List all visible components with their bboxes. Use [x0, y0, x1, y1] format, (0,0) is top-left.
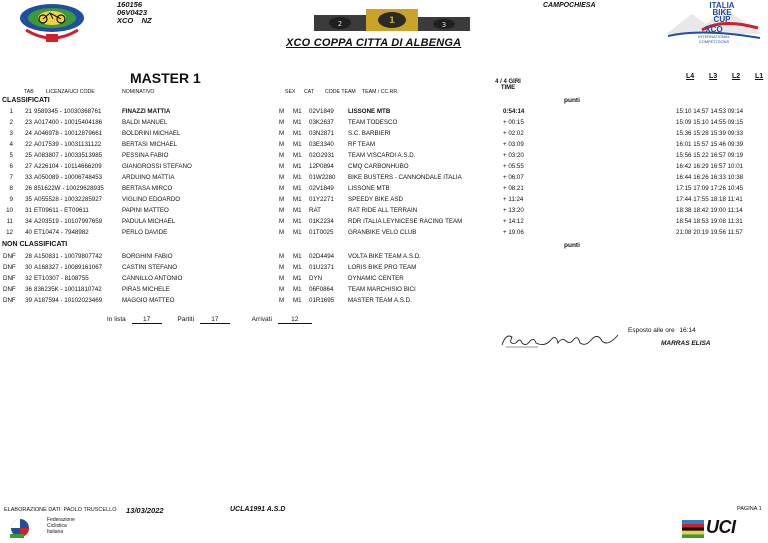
licence: A017539 - 10031131122 [34, 141, 102, 148]
sex: M [279, 152, 285, 159]
table-row [0, 151, 768, 161]
race-code-2: 06V0423 [117, 8, 148, 17]
sex: M [279, 174, 285, 181]
punti-label: punti [564, 97, 580, 104]
col-header-sex: SEX [285, 89, 296, 95]
bib-number: 40 [25, 229, 32, 236]
team-code: 01K2234 [309, 218, 334, 225]
team-name: RF TEAM [348, 141, 376, 148]
table-row [0, 140, 768, 150]
licence: A150831 - 10079807742 [34, 253, 103, 260]
sex: M [279, 275, 285, 282]
lap-times: 18:38 18:42 19:00 11:14 [676, 207, 743, 214]
position: DNF [3, 297, 16, 304]
logo-text-xco: XCO [705, 25, 723, 34]
laps-count: 4 / 4 GIRI [495, 79, 521, 85]
rider-name: BOLDRINI MICHAEL [122, 130, 181, 137]
rider-name: CASTINI STEFANO [122, 264, 178, 271]
category: M1 [293, 174, 302, 181]
bib-number: 31 [25, 207, 32, 214]
time: + 06:07 [503, 174, 524, 181]
team-name: RDR ITALIA LEYNICESE RACING TEAM [348, 218, 463, 225]
team-code: 06F0864 [309, 286, 334, 293]
fci-text [47, 517, 75, 535]
category: M1 [293, 152, 302, 159]
elaborazione-dati: ELABORAZIONE DATI: PAOLO TRUSCELLO [4, 507, 117, 513]
position: 1 [9, 108, 13, 115]
in-lista-label: In lista [107, 316, 126, 323]
category: M1 [293, 218, 302, 225]
podium-image [312, 7, 472, 33]
position: DNF [3, 286, 16, 293]
lap-times: 16:42 16:29 16:57 10:01 [676, 163, 744, 170]
fci-logo [6, 516, 46, 540]
lap-times: 15:36 15:28 15:39 09:33 [676, 130, 744, 137]
licence: 851622W - 10029628935 [34, 185, 104, 192]
time: + 14:12 [503, 218, 524, 225]
table-row [0, 206, 768, 216]
col-header-cat: CAT [304, 89, 314, 95]
logo-text-international: INTERNATIONAL [698, 34, 730, 39]
position: 6 [9, 163, 13, 170]
rider-name: PIRAS MICHELE [122, 286, 170, 293]
fci-text-3: Italiana [47, 529, 64, 535]
category-title: MASTER 1 [130, 70, 201, 86]
col-header-tab: TAB [24, 89, 34, 95]
bib-number: 28 [25, 253, 32, 260]
position: 10 [6, 207, 13, 214]
lap-header-l3: L3 [709, 73, 718, 80]
position: 12 [6, 229, 13, 236]
rider-name: ARDUINO MATTIA [122, 174, 175, 181]
position: DNF [3, 253, 16, 260]
svg-text:3: 3 [441, 21, 447, 29]
esposto-time: 16:14 [679, 327, 696, 334]
sex: M [279, 264, 285, 271]
event-title: XCO COPPA CITTA DI ALBENGA [286, 37, 462, 49]
fci-text-1: Federazione [47, 517, 75, 523]
team-code: 02V1849 [309, 185, 334, 192]
uci-text: UCI [706, 517, 736, 537]
table-row [0, 129, 768, 139]
category: M1 [293, 185, 302, 192]
team-code: 02G2931 [309, 152, 335, 159]
bib-number: 27 [25, 163, 32, 170]
arrivati-value: 12 [278, 316, 312, 324]
team-name: LISSONE MTB [348, 185, 390, 192]
section-classified: CLASSIFICATI [2, 97, 50, 104]
category: M1 [293, 163, 302, 170]
rider-name: BALDI MANUEL [122, 119, 168, 126]
partiti-value: 17 [200, 316, 230, 324]
logo-text-competitions: COMPETITIONS [698, 39, 730, 44]
team-name: LISSONE MTB [348, 108, 391, 115]
lap-times: 15:09 15:10 14:55 09:15 [676, 119, 744, 126]
time-label: TIME [500, 85, 516, 91]
in-lista-value: 17 [132, 316, 162, 324]
licence: A168327 - 10089161067 [34, 264, 103, 271]
table-row [0, 195, 768, 205]
time: + 08:21 [503, 185, 524, 192]
organizer-name: UCLA1991 A.S.D [230, 506, 286, 513]
team-name: TEAM VISCARDI A.S.D. [348, 152, 416, 159]
bib-number: 35 [25, 196, 32, 203]
rider-name: FINAZZI MATTIA [122, 108, 171, 115]
logo-text-bike: BIKE [712, 8, 732, 17]
lap-times: 21:08 20:19 19:56 11:57 [676, 229, 743, 236]
time: + 03:20 [503, 152, 524, 159]
race-codes [117, 1, 152, 25]
bib-number: 32 [25, 275, 32, 282]
punti-label-nc: punti [564, 242, 580, 249]
rider-name: PAPINI MATTEO [122, 207, 169, 214]
lap-header-l1: L1 [755, 73, 764, 80]
bib-number: 30 [25, 264, 32, 271]
table-row [0, 263, 768, 273]
table-row [0, 217, 768, 227]
team-code: DYN [309, 275, 323, 282]
position: DNF [3, 264, 16, 271]
lap-times: 15:10 14:57 14:53 09:14 [676, 108, 744, 115]
team-code: 01R1695 [309, 297, 335, 304]
licence: ET09611 - ET09611 [34, 207, 89, 214]
lap-times: 17:44 17:55 18:18 11:41 [676, 196, 743, 203]
team-name: SPEEDY BIKE ASD [348, 196, 403, 203]
table-row [0, 184, 768, 194]
sex: M [279, 108, 285, 115]
licence: ET10307 - 8108755 [34, 275, 89, 282]
team-name: DYNAMIC CENTER [348, 275, 404, 282]
licence: A187594 - 10102023469 [34, 297, 103, 304]
licence: A055528 - 10032285927 [34, 196, 103, 203]
location: CAMPOCHIESA [543, 2, 596, 9]
sex: M [279, 163, 285, 170]
category: M1 [293, 196, 302, 203]
race-code-3: XCO NZ [117, 16, 152, 25]
report-date: 13/03/2022 [126, 506, 164, 515]
sex: M [279, 141, 285, 148]
lap-times: 15:56 15:22 16:57 09:19 [676, 152, 744, 159]
team-name: TEAM TODESCO [348, 119, 398, 126]
svg-text:1: 1 [388, 16, 396, 26]
team-code: 03N2871 [309, 130, 335, 137]
col-header-code-team: CODE TEAM [325, 89, 356, 95]
sex: M [279, 207, 285, 214]
position: 9 [9, 196, 13, 203]
category: M1 [293, 286, 302, 293]
licence: A017400 - 10015404186 [34, 119, 103, 126]
licence: A046978 - 10012879661 [34, 130, 103, 137]
rider-name: GIANGROSSI STEFANO [122, 163, 192, 170]
team-code: RAT [309, 207, 321, 214]
position: DNF [3, 275, 16, 282]
bib-number: 39 [25, 297, 32, 304]
team-name: VOLTA BIKE TEAM A.S.D. [348, 253, 421, 260]
team-name: BIKE BUSTERS - CANNONDALE ITALIA [348, 174, 462, 181]
team-code: 03K2637 [309, 119, 334, 126]
team-code: 12P0894 [309, 163, 334, 170]
bib-number: 36 [25, 286, 32, 293]
team-code: 03E3340 [309, 141, 334, 148]
italia-bike-cup-logo [662, 0, 766, 46]
sex: M [279, 253, 285, 260]
lap-times: 16:01 15:57 15:46 09:39 [676, 141, 744, 148]
sex: M [279, 130, 285, 137]
partiti-label: Partiti [177, 316, 195, 323]
position: 4 [9, 141, 13, 148]
team-code: 01T0025 [309, 229, 334, 236]
esposto-label: Esposto alle ore [628, 327, 675, 334]
arrivati-label: Arrivati [251, 316, 272, 323]
col-header-team: TEAM / CC.RR. [362, 89, 399, 95]
time: + 05:55 [503, 163, 524, 170]
lap-times: 16:44 16:26 16:33 10:38 [676, 174, 744, 181]
time: + 19:06 [503, 229, 524, 236]
rider-name: BERTASI MICHAEL [122, 141, 178, 148]
lap-times: 18:54 18:53 19:08 11:31 [676, 218, 743, 225]
rider-name: MAGGIO MATTEO [122, 297, 175, 304]
sex: M [279, 185, 285, 192]
table-row [0, 173, 768, 183]
team-code: 02D4494 [309, 253, 335, 260]
table-row [0, 228, 768, 238]
time: + 13:20 [503, 207, 524, 214]
sex: M [279, 218, 285, 225]
rider-name: PESSINA FABIO [122, 152, 169, 159]
rider-name: VIGLINO EDOARDO [122, 196, 181, 203]
time: + 02:02 [503, 130, 524, 137]
category: M1 [293, 119, 302, 126]
licence: A050089 - 10006748453 [34, 174, 103, 181]
team-code: 01U2371 [309, 264, 335, 271]
team-name: GRANBIKE VELO CLUB [348, 229, 417, 236]
sex: M [279, 297, 285, 304]
licence: A226104 - 10114666209 [34, 163, 102, 170]
uci-logo [682, 519, 766, 539]
sex: M [279, 119, 285, 126]
rider-name: PADULA MICHAEL [122, 218, 176, 225]
time: 0:54:14 [503, 108, 525, 115]
category: M1 [293, 253, 302, 260]
col-header-name: NOMINATIVO [122, 89, 155, 95]
position: 5 [9, 152, 13, 159]
category: M1 [293, 275, 302, 282]
team-name: LORIS BIKE PRO TEAM [348, 264, 417, 271]
sex: M [279, 286, 285, 293]
time: + 00:15 [503, 119, 524, 126]
team-name: RAT RIDE ALL TERRAIN [348, 207, 418, 214]
category: M1 [293, 141, 302, 148]
licence: A083807 - 10033513985 [34, 152, 103, 159]
position: 7 [9, 174, 13, 181]
fci-text-2: Ciclistica [47, 523, 67, 529]
page-number: PAGINA 1 [737, 506, 762, 512]
laps-info-block [488, 79, 528, 91]
team-code: 01Y2271 [309, 196, 334, 203]
team-code: 02V1849 [309, 108, 334, 115]
licence: ET10474 - 7948982 [34, 229, 89, 236]
category: M1 [293, 229, 302, 236]
stats-line [107, 316, 312, 324]
svg-text:2: 2 [337, 20, 343, 28]
category: M1 [293, 207, 302, 214]
team-code: 01W2280 [309, 174, 336, 181]
bib-number: 23 [25, 119, 32, 126]
table-row [0, 118, 768, 128]
table-row [0, 274, 768, 284]
rider-name: BERTASA MIRCO [122, 185, 173, 192]
bib-number: 26 [25, 185, 32, 192]
bib-number: 24 [25, 130, 32, 137]
esposto-line [628, 327, 696, 334]
table-row [0, 162, 768, 172]
time: + 03:09 [503, 141, 524, 148]
team-name: CMQ CARBONHUBO [348, 163, 409, 170]
lap-header-l2: L2 [732, 73, 741, 80]
sex: M [279, 229, 285, 236]
rider-name: BORGHINI FABIO [122, 253, 173, 260]
organizer-logo [18, 0, 86, 44]
licence: 9589345 - 10030368761 [34, 108, 102, 115]
category: M1 [293, 297, 302, 304]
position: 8 [9, 185, 13, 192]
table-row [0, 285, 768, 295]
lap-times: 17:15 17:09 17:26 10:45 [676, 185, 744, 192]
category: M1 [293, 264, 302, 271]
table-row [0, 107, 768, 117]
team-name: TEAM MARCHISIO BICI [348, 286, 416, 293]
signature-image [498, 327, 626, 353]
licence: A203519 - 10107997659 [34, 218, 103, 225]
licence: 836235K - 10011810742 [34, 286, 102, 293]
logo-text-italia: ITALIA [709, 1, 735, 10]
table-row [0, 296, 768, 306]
logo-text-cup: CUP [713, 15, 731, 24]
bib-number: 25 [25, 152, 32, 159]
sex: M [279, 196, 285, 203]
position: 2 [9, 119, 13, 126]
rider-name: CANNILLO ANTONIO [122, 275, 183, 282]
bib-number: 22 [25, 141, 32, 148]
team-name: MASTER TEAM A.S.D. [348, 297, 412, 304]
bib-number: 21 [25, 108, 32, 115]
section-not-classified: NON CLASSIFICATI [2, 241, 68, 248]
team-name: S.C. BARBIERI [348, 130, 391, 137]
category: M1 [293, 130, 302, 137]
lap-header-l4: L4 [686, 73, 695, 80]
time: + 11:24 [503, 196, 524, 203]
position: 11 [6, 218, 13, 225]
race-code-1: 160156 [117, 0, 143, 9]
col-header-licence: LICENZA/UCI CODE [46, 89, 95, 95]
judge-name: MARRAS ELISA [661, 340, 711, 347]
position: 3 [9, 130, 13, 137]
bib-number: 33 [25, 174, 32, 181]
category: M1 [293, 108, 302, 115]
bib-number: 34 [25, 218, 32, 225]
table-row [0, 252, 768, 262]
rider-name: PERLO DAVIDE [122, 229, 168, 236]
